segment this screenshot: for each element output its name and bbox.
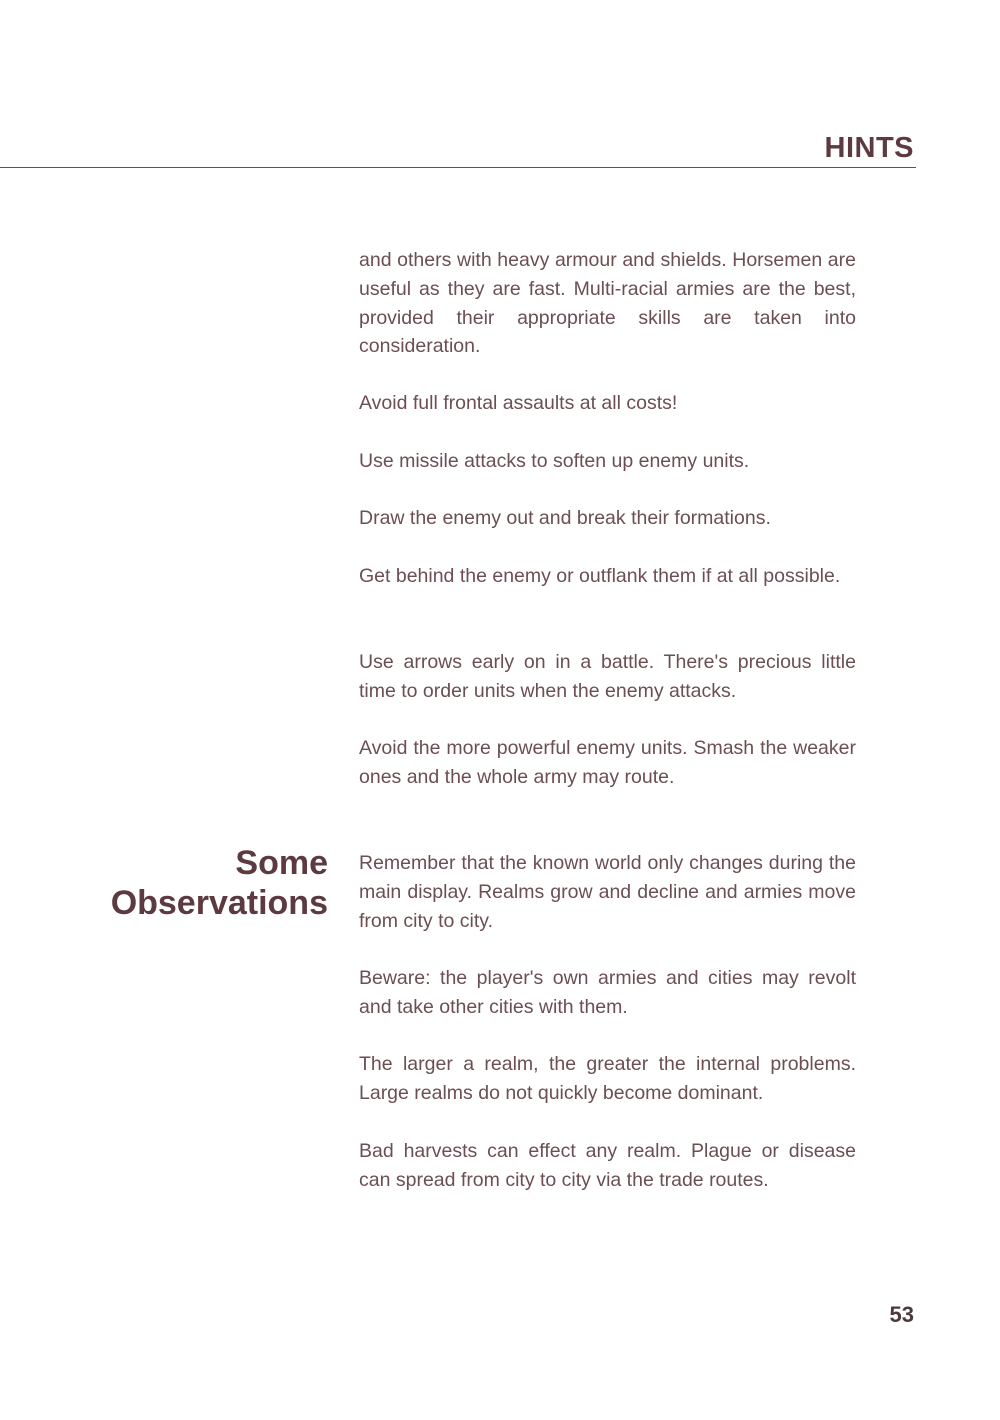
tip-paragraph: Draw the enemy out and break their formations. — [359, 507, 771, 529]
header-rule — [0, 167, 916, 168]
page-number: 53 — [889, 1302, 914, 1327]
tip-paragraph: Get behind the enemy or outflank them if at all possible. — [359, 565, 841, 587]
running-head-title: HINTS — [824, 132, 914, 164]
observation-paragraph: Beware: the player's own armies and cities may revolt and take other cities with them. — [359, 967, 856, 1018]
tip-paragraph: Use missile attacks to soften up enemy units. — [359, 450, 750, 472]
observation-paragraph: Bad harvests can effect any realm. Plague or disease can spread from city to city via the trade routes. — [359, 1140, 856, 1191]
section-heading-line: Observations — [110, 884, 328, 922]
tip-paragraph: Use arrows early on in a battle. There's precious little time to order units when the enemy attacks. — [359, 651, 856, 702]
observation-paragraph: Remember that the known world only changes during the main display. Realms grow and decline and armies move from city to city. — [359, 852, 856, 932]
observation-paragraph: The larger a realm, the greater the internal problems. Large realms do not quickly become dominant. — [359, 1053, 856, 1104]
section-heading-line: Some — [235, 844, 328, 882]
tip-paragraph: Avoid full frontal assaults at all costs! — [359, 392, 678, 414]
tip-paragraph: and others with heavy armour and shields. Horsemen are useful as they are fast. Multi-racial armies are the best, provided their appropriate skills are taken into consideration. — [359, 249, 856, 358]
tip-paragraph: Avoid the more powerful enemy units. Smash the weaker ones and the whole army may route. — [359, 737, 856, 788]
section-heading-observations — [111, 843, 328, 923]
